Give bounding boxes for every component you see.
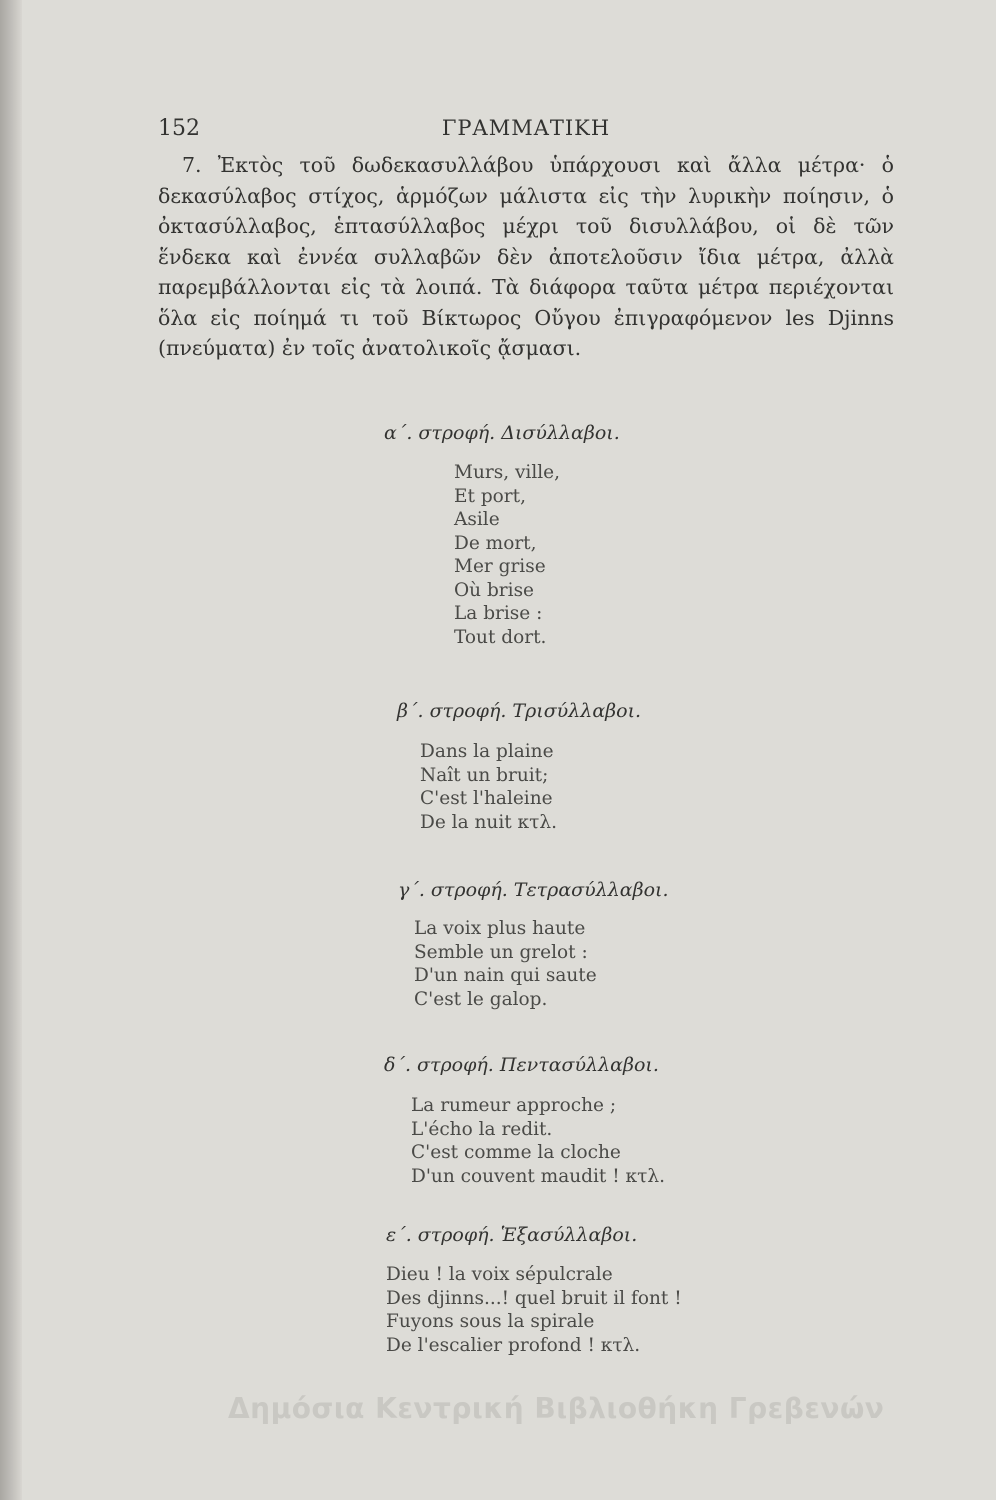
verse-line: Dans la plaine	[420, 741, 554, 762]
verse-line: Tout dort.	[454, 626, 547, 648]
verse-line: C'est le galop.	[414, 988, 548, 1010]
stanza-heading-4: δ΄. στροφή. Πεντασύλλαβοι.	[384, 1054, 659, 1076]
verse-line: De mort,	[454, 532, 537, 554]
verse-line: Et port,	[454, 485, 526, 507]
library-watermark: Δημόσια Κεντρική Βιβλιοθήκη Γρεβενών	[228, 1392, 885, 1425]
stanza-heading-2: β΄. στροφή. Τρισύλλαβοι.	[397, 700, 642, 722]
verse-line: Murs, ville,	[454, 462, 560, 483]
verse-line: La voix plus haute	[414, 918, 586, 939]
page-header	[158, 116, 894, 146]
verse-line: D'un nain qui saute	[414, 965, 597, 986]
stanza-heading-5: ε΄. στροφή. Ἑξασύλλαβοι.	[386, 1224, 638, 1246]
verse-line: C'est l'haleine	[420, 788, 553, 809]
verse-line: Semble un grelot :	[414, 941, 588, 963]
body-paragraph	[158, 150, 894, 364]
verse-line: C'est comme la cloche	[411, 1142, 621, 1163]
verse-line: Où brise	[454, 579, 535, 601]
stanza-4-verse	[411, 1094, 665, 1188]
verse-line: L'écho la redit.	[411, 1118, 553, 1140]
verse-line: De la nuit κτλ.	[420, 811, 557, 833]
verse-line: Fuyons sous la spirale	[386, 1311, 595, 1332]
book-spine-edge	[0, 0, 22, 1500]
verse-line: D'un couvent maudit ! κτλ.	[411, 1165, 665, 1187]
verse-line: Mer grise	[454, 556, 546, 577]
verse-line: Naît un bruit;	[420, 764, 549, 786]
verse-line: Asile	[454, 509, 500, 530]
page-number: 152	[158, 116, 200, 141]
stanza-2-verse	[420, 740, 557, 834]
verse-line: La rumeur approche ;	[411, 1095, 617, 1116]
verse-line: De l'escalier profond ! κτλ.	[386, 1334, 641, 1356]
stanza-3-verse	[414, 917, 597, 1011]
stanza-heading-1: α΄. στροφή. Δισύλλαβοι.	[384, 422, 620, 444]
running-head: ΓΡΑΜΜΑΤΙΚΗ	[441, 116, 611, 140]
verse-line: Des djinns...! quel bruit il font !	[386, 1287, 682, 1309]
verse-line: Dieu ! la voix sépulcrale	[386, 1264, 613, 1285]
stanza-1-verse	[454, 461, 560, 649]
paragraph-text: 7. Ἐκτὸς τοῦ δωδεκασυλλάβου ὑπάρχουσι καὶ ἄλλα μέτρα· ὁ δεκασύλαβος στίχος, ἁρμόζων μάλιστα εἰς τὴν λυρικὴν ποίησιν, ὁ ὀκτασύλλαβος, ἑπτασύλλαβος μέχρι τοῦ δισυλλάβου, οἱ δὲ τῶν ἕνδεκα καὶ ἐννέα συλλαβῶν δὲν ἀποτελοῦσιν ἴδια μέτρα, ἀλλὰ παρεμβάλλονται εἰς τὰ λοιπά. Τὰ διάφορα ταῦτα μέτρα περιέχονται ὅλα εἰς ποίημά τι τοῦ Βίκτωρος Οὔγου ἐπιγραφόμενον les Djinns (πνεύματα) ἐν τοῖς ἀνατολικοῖς ᾄσμασι.	[158, 153, 894, 360]
stanza-heading-3: γ΄. στροφή. Τετρασύλλαβοι.	[398, 879, 669, 901]
verse-line: La brise :	[454, 603, 543, 624]
stanza-5-verse	[386, 1263, 682, 1357]
